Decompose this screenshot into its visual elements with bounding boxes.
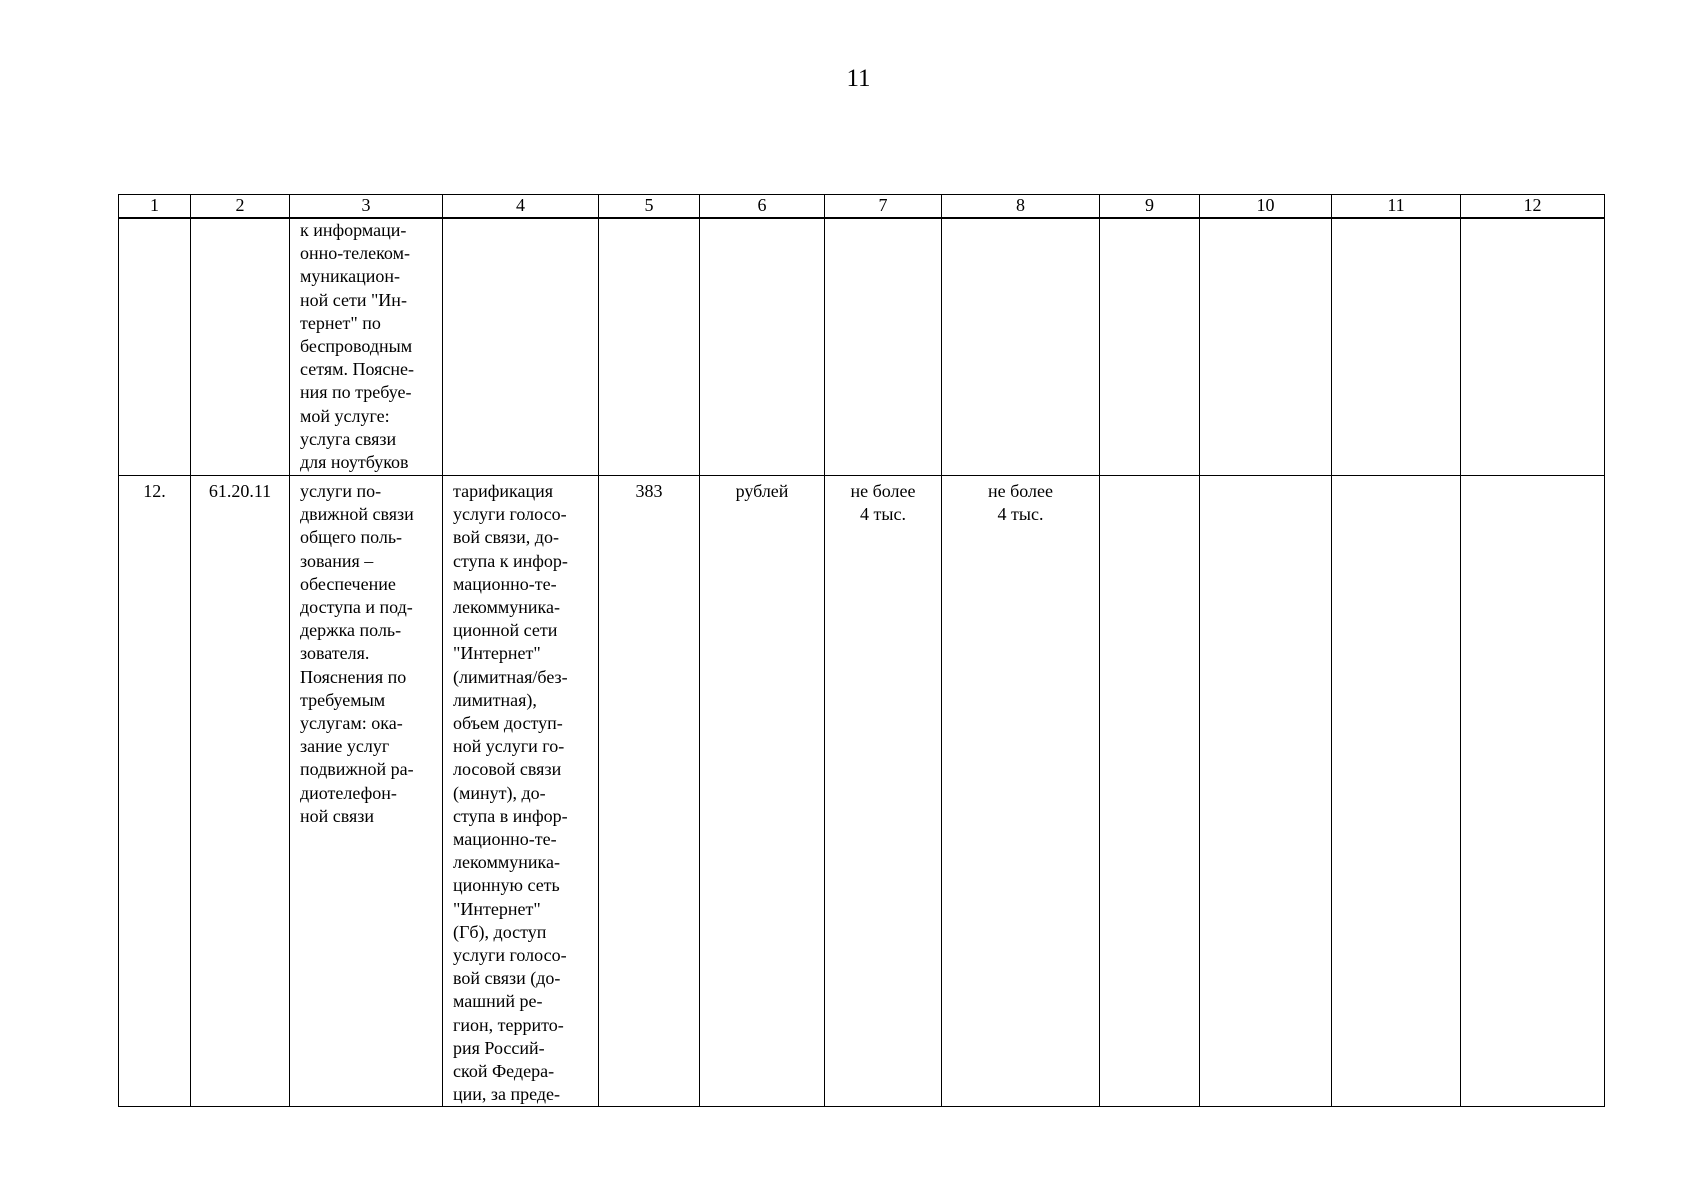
cell-text <box>1332 219 1460 221</box>
cell-text <box>1100 219 1199 221</box>
column-header: 3 <box>290 195 443 219</box>
row-number: 12. <box>143 481 166 501</box>
table-cell <box>599 218 700 476</box>
requirements-table <box>118 194 1605 1107</box>
cell-text <box>599 219 699 221</box>
value-limit: не более 4 тыс. <box>987 481 1053 525</box>
cell-text <box>119 219 190 221</box>
table-cell <box>700 218 825 476</box>
okei-code: 383 <box>635 481 663 501</box>
cell-text <box>443 219 598 221</box>
table-cell <box>443 476 599 1107</box>
okpd-code: 61.20.11 <box>208 481 272 501</box>
cell-text <box>1461 476 1604 478</box>
table-cell <box>1200 218 1332 476</box>
column-header: 9 <box>1100 195 1200 219</box>
table-cell <box>191 476 290 1107</box>
table-cell <box>942 218 1100 476</box>
cell-text: к информаци- онно-телеком- муникацион- ной сети "Ин- тернет" по беспроводным сетям. Поясне- ния по требуе- мой услуге: услуга связи для ноутбуков <box>300 220 415 473</box>
table-cell <box>1461 476 1605 1107</box>
table-cell <box>443 218 599 476</box>
cell-text <box>1200 476 1331 478</box>
table-cell <box>1100 218 1200 476</box>
table-cell <box>119 218 191 476</box>
table-cell <box>1461 218 1605 476</box>
table-cell <box>1332 218 1461 476</box>
table-cell <box>1332 476 1461 1107</box>
table-cell <box>119 476 191 1107</box>
cell-text <box>825 219 941 221</box>
cell-text <box>942 219 1099 221</box>
cell-text <box>1200 219 1331 221</box>
column-header: 5 <box>599 195 700 219</box>
table-row <box>119 218 1605 476</box>
unit-name: рублей <box>735 481 789 501</box>
column-header: 4 <box>443 195 599 219</box>
table-cell <box>1200 476 1332 1107</box>
table-cell <box>700 476 825 1107</box>
table-row <box>119 476 1605 1107</box>
service-description: услуги по- движной связи общего поль- зования – обеспечение доступа и под- держка поль- зователя. Пояснения по требуемым услугам: ока- зание услуг подвижной ра- диотелефон- ной связи <box>300 481 414 826</box>
page-number: 11 <box>846 65 871 92</box>
cell-text <box>191 219 289 221</box>
table-cell <box>290 218 443 476</box>
table-header-row <box>119 195 1605 219</box>
table-cell <box>942 476 1100 1107</box>
column-header: 11 <box>1332 195 1461 219</box>
table-cell <box>599 476 700 1107</box>
column-header: 7 <box>825 195 942 219</box>
table-cell <box>825 218 942 476</box>
cell-text <box>1332 476 1460 478</box>
column-header: 12 <box>1461 195 1605 219</box>
table-cell <box>1100 476 1200 1107</box>
column-header: 6 <box>700 195 825 219</box>
column-header: 10 <box>1200 195 1332 219</box>
table-cell <box>825 476 942 1107</box>
column-header: 8 <box>942 195 1100 219</box>
table-cell <box>191 218 290 476</box>
characteristic-description: тарификация услуги голосо- вой связи, до- ступа к инфор- мационно-те- лекоммуника- ционной сети "Интернет" (лимитная/без- лимитная), объем доступ- ной услуги го- лосовой связи (минут), до- ступа в инфор- мационно-те- лекоммуника- ционную сеть "Интернет" (Гб), доступ услуги голосо- вой связи (до- машний ре- гион, террито- рия Россий- ской Федера- ции, за преде- <box>453 481 568 1105</box>
value-limit: не более 4 тыс. <box>850 481 916 525</box>
cell-text <box>1100 476 1199 478</box>
column-header: 2 <box>191 195 290 219</box>
cell-text <box>1461 219 1604 221</box>
table-cell <box>290 476 443 1107</box>
cell-text <box>700 219 824 221</box>
column-header: 1 <box>119 195 191 219</box>
